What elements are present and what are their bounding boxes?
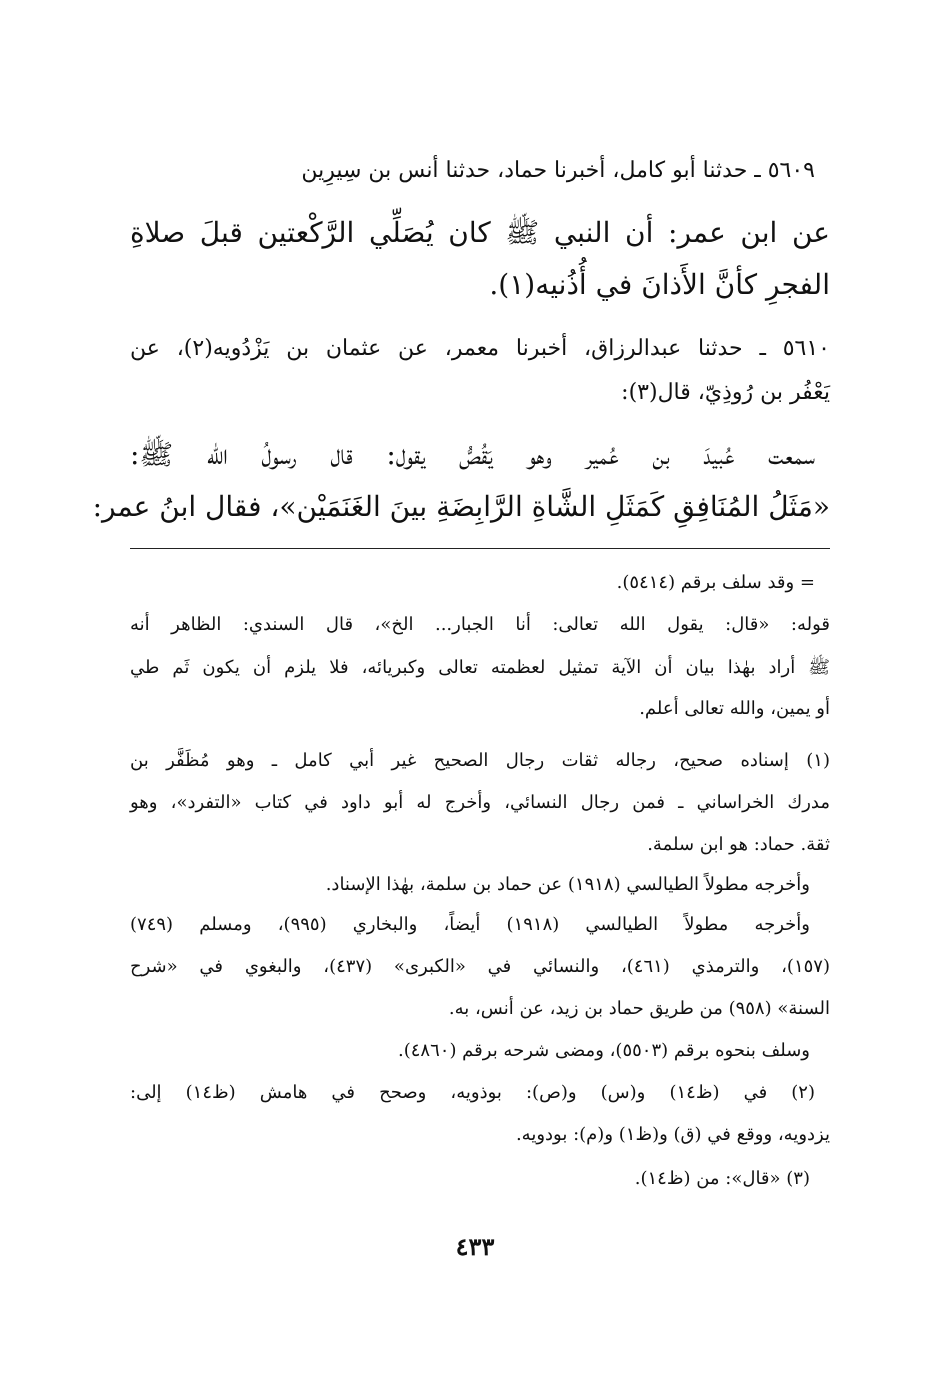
hadith-5610-isnad-line-2: يَعْفُر بن رُوذِيّ، قال(٣): bbox=[621, 380, 830, 405]
footnote-1-line-1: (١) إسناده صحيح، رجاله ثقات رجال الصحيح غير أبي كامل ـ وهو مُظَفَّر بن bbox=[130, 750, 830, 771]
footnote-1-line-7: السنة» (٩٥٨) من طريق حماد بن زيد، عن أنس، به. bbox=[448, 998, 830, 1019]
footnote-1-line-6: (١٥٧)، والترمذي (٤٦١)، والنسائي في «الكبرى» (٤٣٧)، والبغوي في «شرح bbox=[130, 956, 830, 977]
footnote-continued: = وقد سلف برقم (٥٤١٤). bbox=[616, 572, 815, 593]
page-number: ٤٣٣ bbox=[455, 1232, 495, 1261]
footnote-2-line-2: يزدويه، ووقع في (ق) و(ظ١) و(م): بودويه. bbox=[515, 1124, 830, 1145]
hadith-5610-isnad-line-1: ٥٦١٠ ـ حدثنا عبدالرزاق، أخبرنا معمر، عن عثمان بن يَزْدُويه(٢)، عن bbox=[130, 336, 830, 361]
hadith-5610-matn-line-2: «مَثَلُ المُنَافِقِ كَمَثَلِ الشَّاةِ الرَّابِضَةِ بينَ الغَنَمَيْن»، فقال ابنُ عمر: bbox=[92, 490, 830, 523]
footnote-1-line-2: مدرك الخراساني ـ فمن رجال النسائي، وأخرج له أبو داود في كتاب «التفرد»، وهو bbox=[130, 792, 830, 813]
footnote-2-line-1: (٢) في (ظ١٤) و(س) و(ص): بوذويه، وصحح في هامش (ظ١٤) إلى: bbox=[130, 1082, 815, 1103]
hadith-5610-matn-line-1: سمعت عُبيدَ بن عُمير وهو يَقُصُّ يقول: قال رسولُ الله ﷺ: bbox=[130, 438, 815, 471]
hadith-5609-matn-line-1: عن ابن عمر: أن النبي ﷺ كان يُصَلِّي الرَّكْعتين قبلَ صلاةِ bbox=[130, 216, 830, 249]
footnote-1-line-5: وأخرجه مطولاً الطيالسي (١٩١٨) أيضاً، والبخاري (٩٩٥)، ومسلم (٧٤٩) bbox=[130, 914, 810, 935]
footnote-prev-note-line-3: أو يمين، والله تعالى أعلم. bbox=[639, 698, 830, 719]
footnote-separator bbox=[130, 548, 830, 549]
hadith-5609-matn-line-2: الفجرِ كأنَّ الأَذانَ في أُذُنيه(١). bbox=[489, 268, 830, 301]
footnote-3-line-1: (٣) «قال»: من (ظ١٤). bbox=[634, 1168, 810, 1189]
footnote-prev-note-line-2: ﷺ أراد بهٰذا بيان أن الآية تمثيل لعظمته تعالى وكبريائه، فلا يلزم أن يكون ثَم طي bbox=[130, 657, 830, 678]
hadith-5609-isnad: ٥٦٠٩ ـ حدثنا أبو كامل، أخبرنا حماد، حدثنا أنس بن سِيرِين bbox=[301, 158, 815, 183]
footnote-prev-note-line-1: قوله: «قال: يقول الله تعالى: أنا الجبار... الخ»، قال السندي: الظاهر أنه bbox=[130, 614, 830, 635]
footnote-1-line-8: وسلف بنحوه برقم (٥٥٠٣)، ومضى شرحه برقم (٤٨٦٠). bbox=[398, 1040, 810, 1061]
footnote-1-line-4: وأخرجه مطولاً الطيالسي (١٩١٨) عن حماد بن سلمة، بهٰذا الإسناد. bbox=[325, 874, 810, 895]
footnote-1-line-3: ثقة. حماد: هو ابن سلمة. bbox=[647, 834, 830, 855]
